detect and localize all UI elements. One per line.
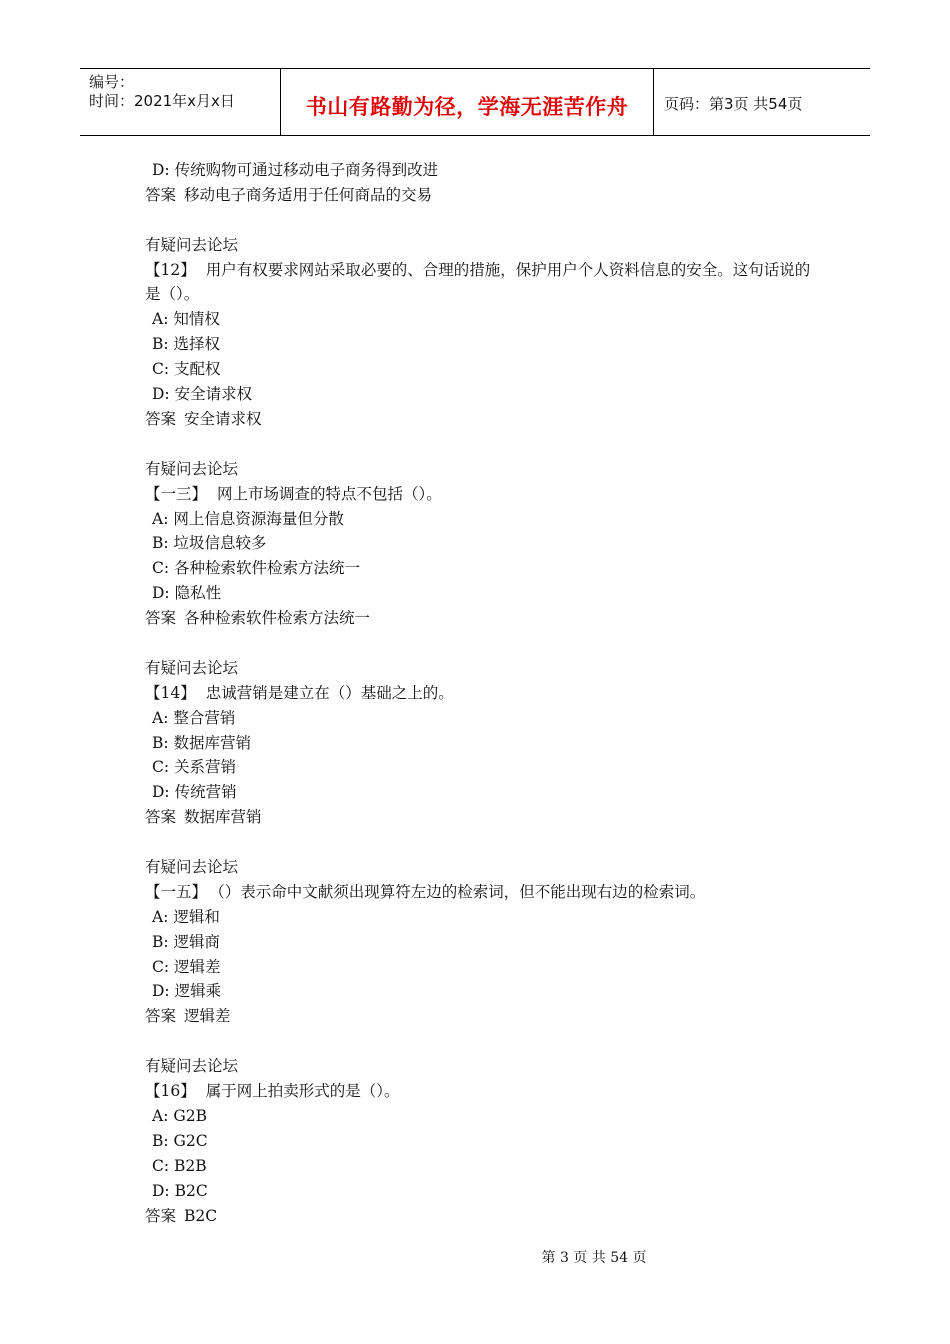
answer-label: 答案 [145, 1206, 177, 1225]
header-meta [80, 69, 281, 135]
question-stem [145, 880, 825, 905]
answer-line [145, 606, 825, 631]
page-footer: 第 3 页 共 54 页 [541, 1250, 647, 1266]
forum-link-text: 有疑问去论坛 [145, 1057, 239, 1076]
option-item: B: 逻辑商 [152, 932, 221, 951]
answer-label: 答案 [145, 185, 177, 204]
option-item: A: 网上信息资源海量但分散 [152, 509, 344, 528]
option-item: D: B2C [152, 1181, 208, 1200]
option-item: B: 垃圾信息较多 [152, 534, 267, 553]
option-item: C: 支配权 [152, 360, 221, 379]
document-body [145, 158, 825, 1228]
answer-line [145, 1004, 825, 1029]
question-number: 【一五】 [145, 882, 208, 901]
question-text: 属于网上拍卖形式的是（）。 [205, 1082, 400, 1101]
question-stem [145, 1079, 825, 1104]
option-item: D: 逻辑乘 [152, 982, 222, 1001]
option-item: C: 各种检索软件检索方法统一 [152, 559, 361, 578]
option-item: B: 数据库营销 [152, 733, 252, 752]
option-item: D: 安全请求权 [152, 385, 253, 404]
option-item: A: 知情权 [152, 310, 220, 329]
forum-link-text: 有疑问去论坛 [145, 658, 239, 677]
answer-line [145, 805, 825, 830]
option-item: C: 逻辑差 [152, 957, 221, 976]
forum-link-text: 有疑问去论坛 [145, 459, 239, 478]
spacer [145, 830, 825, 855]
answer-text: 安全请求权 [184, 409, 262, 428]
answer-text: 各种检索软件检索方法统一 [184, 609, 371, 628]
number-label: 编号： [89, 73, 135, 91]
question-list [145, 233, 825, 1229]
answer-line [145, 183, 825, 208]
option-item: C: 关系营销 [152, 758, 237, 777]
spacer [145, 1029, 825, 1054]
header-page-code: 页码：第3页 共54页 [664, 95, 803, 113]
forum-link-text: 有疑问去论坛 [145, 235, 239, 254]
question-stem [145, 681, 825, 706]
forum-link-text: 有疑问去论坛 [145, 858, 239, 876]
question-stem [145, 482, 825, 507]
answer-label: 答案 [145, 808, 177, 827]
option-item: A: 整合营销 [152, 708, 236, 727]
question-text: （）表示命中文献须出现算符左边的检索词，但不能出现右边的检索词。 [217, 882, 706, 901]
answer-text: B2C [184, 1206, 218, 1225]
question-text: 忠诚营销是建立在（）基础之上的。 [205, 683, 454, 702]
answer-line [145, 1204, 825, 1229]
question-stem [145, 258, 825, 308]
header-slogan: 书山有路勤为径，学海无涯苦作舟 [281, 69, 654, 135]
option-item: C: B2B [152, 1156, 207, 1175]
answer-label: 答案 [145, 409, 177, 428]
answer-text: 移动电子商务适用于任何商品的交易 [184, 185, 433, 204]
option-item: A: G2B [152, 1106, 207, 1125]
answer-line [145, 407, 825, 432]
question-number: 【一三】 [145, 484, 208, 503]
option-item: D: 隐私性 [152, 584, 222, 603]
answer-label: 答案 [145, 609, 177, 628]
answer-label: 答案 [145, 1007, 177, 1026]
answer-text: 数据库营销 [184, 808, 262, 827]
time-label: 时间：2021年x月x日 [89, 92, 235, 110]
spacer [145, 631, 825, 656]
option-item: B: G2C [152, 1131, 208, 1150]
spacer [145, 432, 825, 457]
option-item: D: 传统营销 [152, 783, 237, 802]
option-d: D: 传统购物可通过移动电子商务得到改进 [152, 161, 439, 179]
question-number: 【14】 [145, 683, 196, 702]
page-header [80, 68, 870, 136]
option-item: B: 选择权 [152, 335, 221, 354]
option-item: A: 逻辑和 [152, 907, 220, 926]
question-number: 【16】 [145, 1082, 196, 1101]
answer-text: 逻辑差 [184, 1007, 231, 1026]
spacer [145, 208, 825, 233]
question-text: 网上市场调查的特点不包括（）。 [217, 484, 442, 503]
question-number: 【12】 [145, 260, 196, 279]
question-text: 用户有权要求网站采取必要的、合理的措施，保护用户个人资料信息的安全。这句话说的是（）。 [145, 260, 811, 304]
